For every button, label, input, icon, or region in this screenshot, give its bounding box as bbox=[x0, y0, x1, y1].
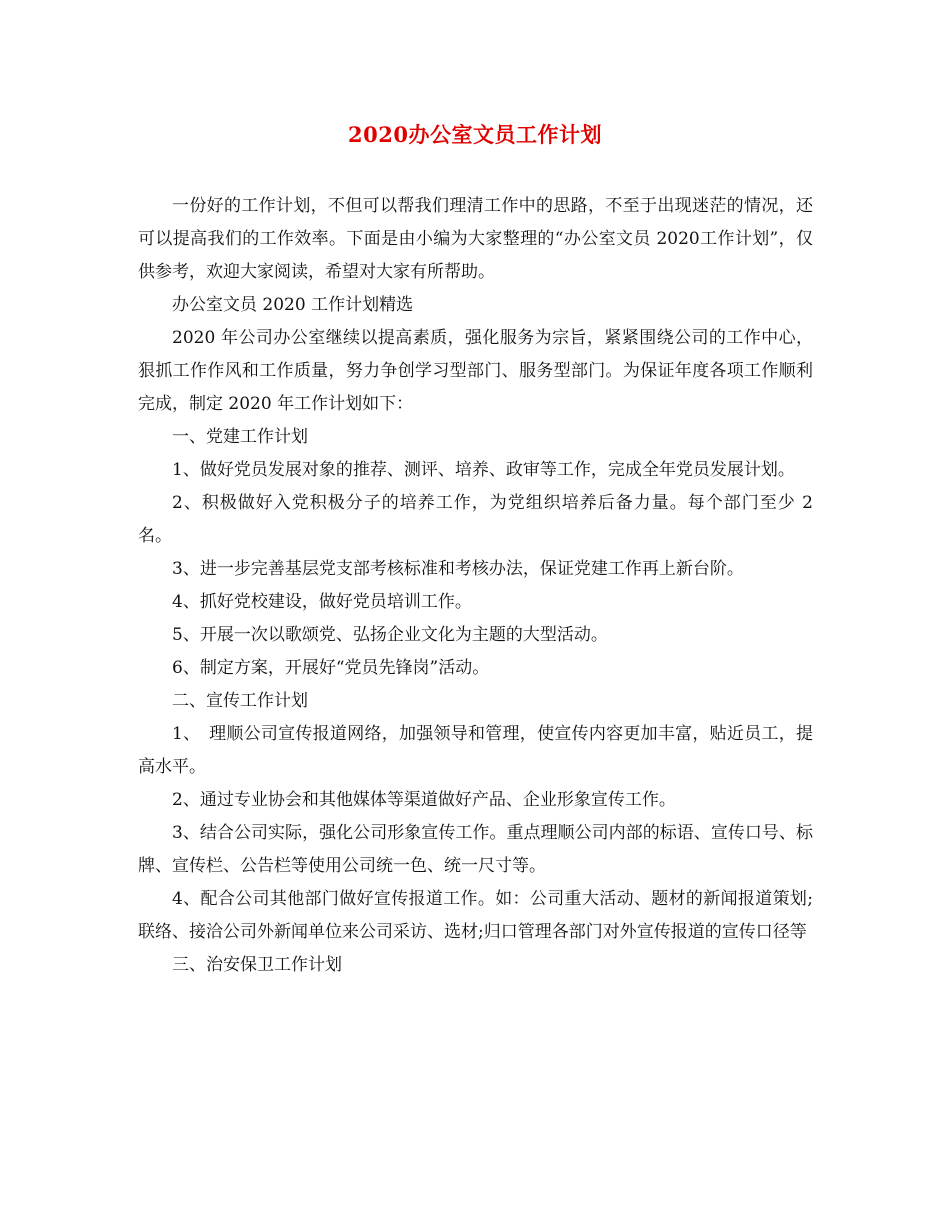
party-item-4: 4、抓好党校建设，做好党员培训工作。 bbox=[172, 592, 472, 612]
section-heading-security: 三、治安保卫工作计划 bbox=[172, 955, 342, 975]
section-heading-party: 一、党建工作计划 bbox=[172, 427, 308, 447]
section-subtitle: 办公室文员 2020 工作计划精选 bbox=[172, 295, 414, 315]
party-item-1: 1、做好党员发展对象的推荐、测评、培养、政审等工作，完成全年党员发展计划。 bbox=[172, 460, 795, 480]
party-item-6: 6、制定方案，开展好“党员先锋岗”活动。 bbox=[172, 658, 490, 678]
party-item-3: 3、进一步完善基层党支部考核标准和考核办法，保证党建工作再上新台阶。 bbox=[172, 559, 744, 579]
document-body bbox=[138, 190, 813, 982]
party-item-2: 2、积极做好入党积极分子的培养工作，为党组织培养后备力量。每个部门至少 2 名。 bbox=[138, 493, 813, 546]
publicity-item-4: 4、配合公司其他部门做好宣传报道工作。如：公司重大活动、题材的新闻报道策划;联络、接洽公司外新闻单位来公司采访、选材;归口管理各部门对外宣传报道的宣传口径等 bbox=[138, 889, 813, 942]
section-heading-publicity: 二、宣传工作计划 bbox=[172, 691, 308, 711]
intro-paragraph: 一份好的工作计划，不但可以帮我们理清工作中的思路，不至于出现迷茫的情况，还可以提高我们的工作效率。下面是由小编为大家整理的“办公室文员 2020工作计划”，仅供参考，欢迎大家阅读，希望对大家有所帮助。 bbox=[138, 196, 813, 282]
publicity-item-1: 1、 理顺公司宣传报道网络，加强领导和管理，使宣传内容更加丰富，贴近员工，提高水平。 bbox=[138, 724, 813, 777]
document-title: 2020办公室文员工作计划 bbox=[348, 122, 602, 147]
publicity-item-2: 2、通过专业协会和其他媒体等渠道做好产品、企业形象宣传工作。 bbox=[172, 790, 676, 810]
party-item-5: 5、开展一次以歌颂党、弘扬企业文化为主题的大型活动。 bbox=[172, 625, 608, 645]
publicity-item-3: 3、结合公司实际，强化公司形象宣传工作。重点理顺公司内部的标语、宣传口号、标牌、宣传栏、公告栏等使用公司统一色、统一尺寸等。 bbox=[138, 823, 813, 876]
overview-paragraph: 2020 年公司办公室继续以提高素质，强化服务为宗旨，紧紧围绕公司的工作中心，狠抓工作作风和工作质量，努力争创学习型部门、服务型部门。为保证年度各项工作顺利完成，制定 2020 年工作计划如下： bbox=[138, 328, 813, 414]
